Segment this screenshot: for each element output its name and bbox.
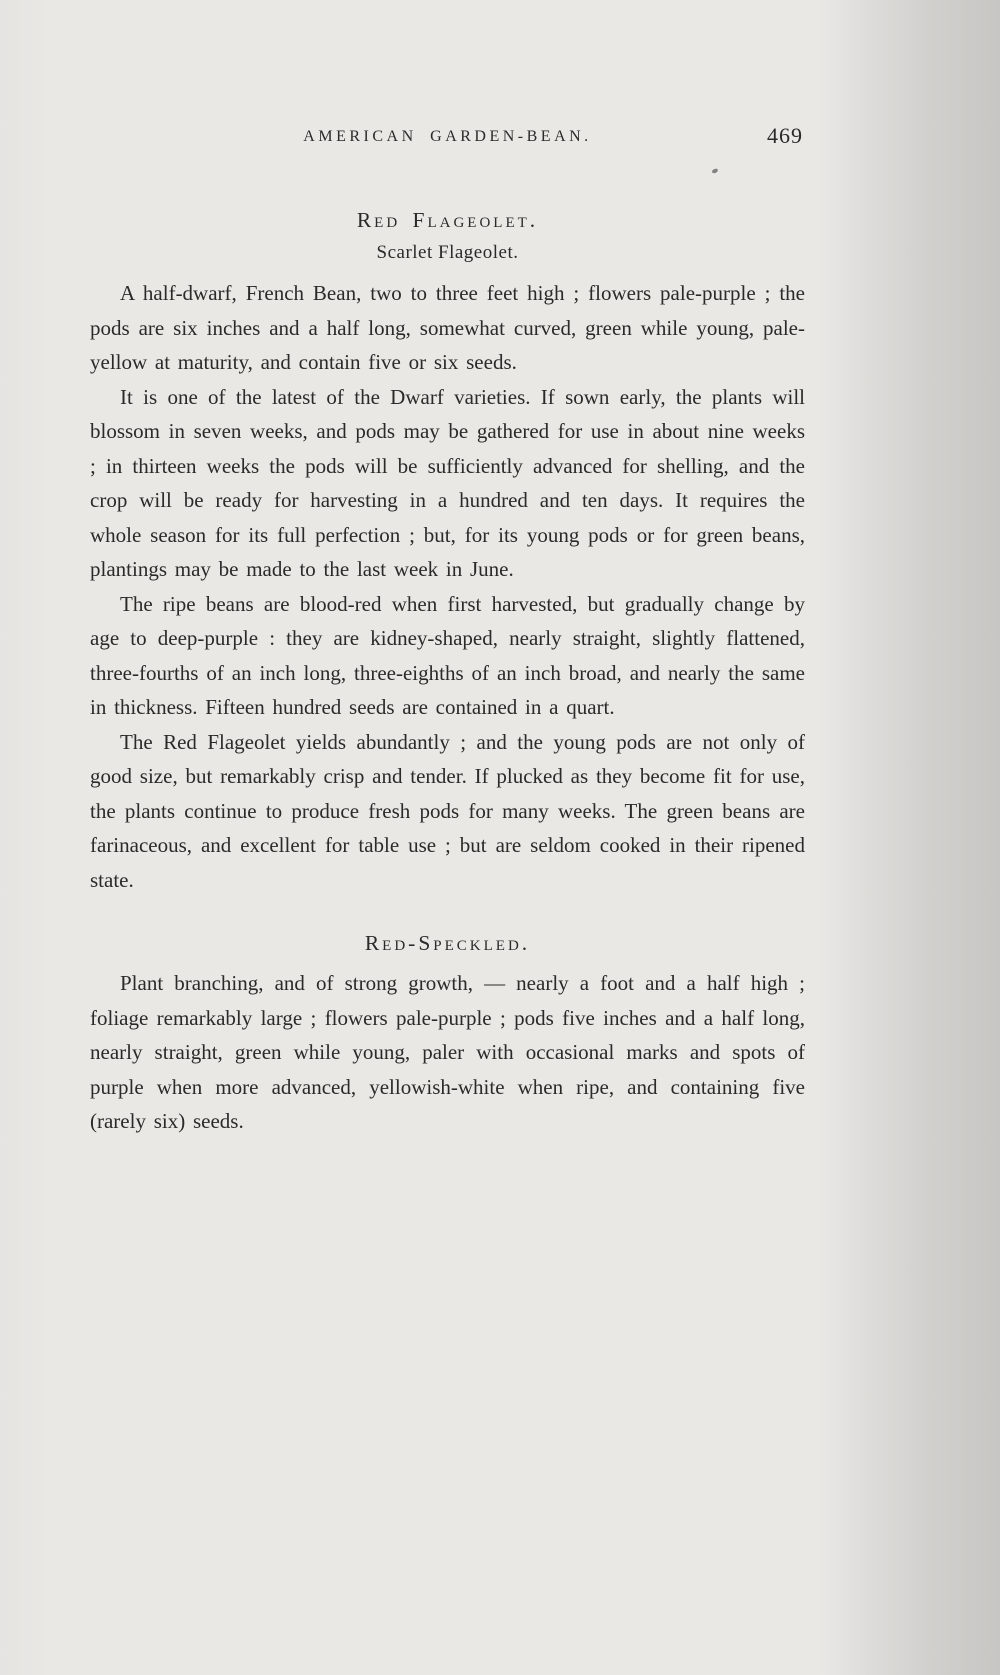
paragraph: The ripe beans are blood-red when first harvested, but gradually change by age to deep-purple : they are kidney-shaped, nearly straight, slightly flattened, three-fourths of an inch long, three-eighths of an inch broad, and nearly the same in thickness. Fifteen hundred seeds are contained in a quart. <box>90 591 805 719</box>
page-number: 469 <box>767 123 803 148</box>
section-subheading-scarlet-flageolet: Scarlet Flageolet. <box>376 242 519 263</box>
section-red-speckled <box>90 931 805 1139</box>
paragraph: A half-dwarf, French Bean, two to three feet high ; flowers pale-purple ; the pods are six inches and a half long, somewhat curved, green while young, pale-yellow at maturity, and contain five or six seeds. <box>90 281 805 374</box>
paragraph: It is one of the latest of the Dwarf varieties. If sown early, the plants will blossom in seven weeks, and pods may be gathered for use in about nine weeks ; in thirteen weeks the pods will be sufficiently advanced for shelling, and the crop will be ready for harvesting in a hundred and ten days. It requires the whole season for its full perfection ; but, for its young pods or for green beans, plantings may be made to the last week in June. <box>90 384 805 581</box>
scan-artifact <box>711 168 718 174</box>
section-red-flageolet <box>90 208 805 897</box>
paragraph: The Red Flageolet yields abundantly ; and the young pods are not only of good size, but remarkably crisp and tender. If plucked as they become fit for use, the plants continue to produce fresh pods for many weeks. The green beans are farinaceous, and excellent for table use ; but are seldom cooked in their ripened state. <box>90 729 805 892</box>
section-heading-red-flageolet: Red Flageolet. <box>356 208 539 232</box>
paragraph: Plant branching, and of strong growth, — nearly a foot and a half high ; foliage remarkably large ; flowers pale-purple ; pods five inches and a half long, nearly straight, green while young, paler with occasional marks and spots of purple when more advanced, yellowish-white when ripe, and containing five (rarely six) seeds. <box>90 971 805 1133</box>
running-head <box>90 123 805 148</box>
section-heading-red-speckled: Red-Speckled. <box>364 931 531 955</box>
page-body <box>90 208 805 1139</box>
running-title: AMERICAN GARDEN-BEAN. <box>303 128 592 145</box>
